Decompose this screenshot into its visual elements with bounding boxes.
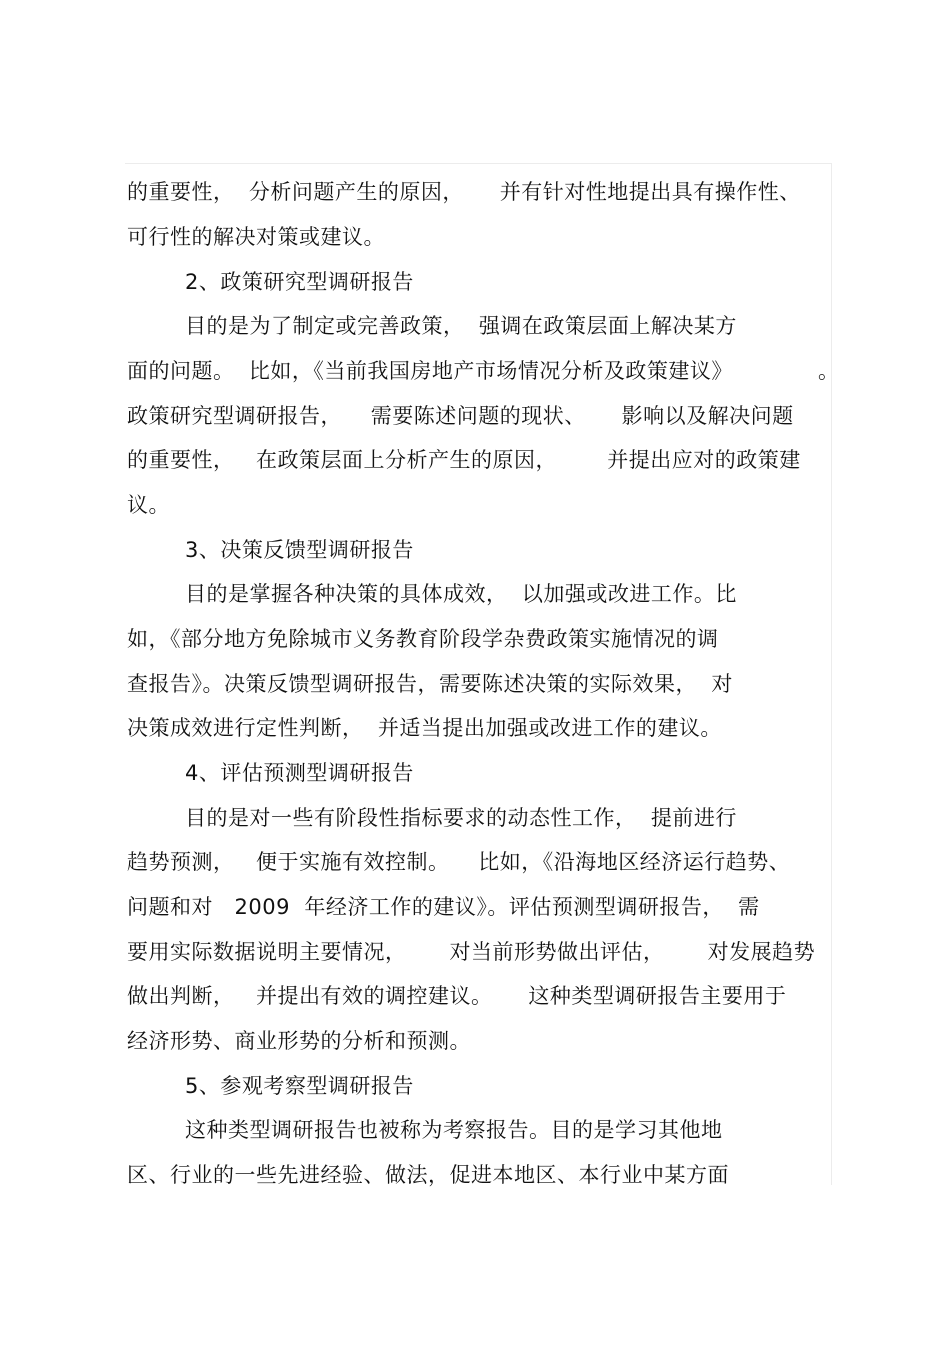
paragraph-line: 议。 bbox=[127, 493, 170, 517]
paragraph-line: 做出判断， 并提出有效的调控建议。 这种类型调研报告主要用于 bbox=[127, 984, 787, 1008]
section-heading: 3、决策反馈型调研报告 bbox=[185, 538, 414, 562]
paragraph-line: 问题和对 2009 年经济工作的建议》。评估预测型调研报告， 需 bbox=[127, 895, 760, 919]
paragraph-line: 目的是对一些有阶段性指标要求的动态性工作， 提前进行 bbox=[185, 806, 737, 830]
paragraph-line: 决策成效进行定性判断， 并适当提出加强或改进工作的建议。 bbox=[127, 716, 722, 740]
paragraph-line: 可行性的解决对策或建议。 bbox=[127, 225, 385, 249]
paragraph-line: 要用实际数据说明主要情况， 对当前形势做出评估， 对发展趋势 bbox=[127, 940, 816, 964]
trailing-period: 。 bbox=[818, 359, 839, 383]
paragraph-line: 查报告》。决策反馈型调研报告，需要陈述决策的实际效果， 对 bbox=[127, 672, 733, 696]
paragraph-line: 这种类型调研报告也被称为考察报告。目的是学习其他地 bbox=[185, 1118, 723, 1142]
section-heading: 2、政策研究型调研报告 bbox=[185, 270, 414, 294]
paragraph-line: 如，《部分地方免除城市义务教育阶段学杂费政策实施情况的调 bbox=[127, 627, 719, 651]
section-heading: 4、评估预测型调研报告 bbox=[185, 761, 414, 785]
paragraph-line: 区、行业的一些先进经验、做法，促进本地区、本行业中某方面 bbox=[127, 1163, 729, 1187]
paragraph-line: 目的是为了制定或完善政策， 强调在政策层面上解决某方 bbox=[185, 314, 737, 338]
paragraph-line: 政策研究型调研报告， 需要陈述问题的现状、 影响以及解决问题 bbox=[127, 404, 794, 428]
paragraph-line: 经济形势、商业形势的分析和预测。 bbox=[127, 1029, 471, 1053]
paragraph-line: 的重要性， 在政策层面上分析产生的原因， 并提出应对的政策建 bbox=[127, 448, 801, 472]
section-heading: 5、参观考察型调研报告 bbox=[185, 1074, 414, 1098]
paragraph-line: 目的是掌握各种决策的具体成效， 以加强或改进工作。比 bbox=[185, 582, 737, 606]
paragraph-line: 的重要性， 分析问题产生的原因， 并有针对性地提出具有操作性、 bbox=[127, 180, 801, 204]
paragraph-line: 面的问题。 比如，《当前我国房地产市场情况分析及政策建议》 bbox=[127, 359, 733, 383]
paragraph-line: 趋势预测， 便于实施有效控制。 比如，《沿海地区经济运行趋势、 bbox=[127, 850, 791, 874]
